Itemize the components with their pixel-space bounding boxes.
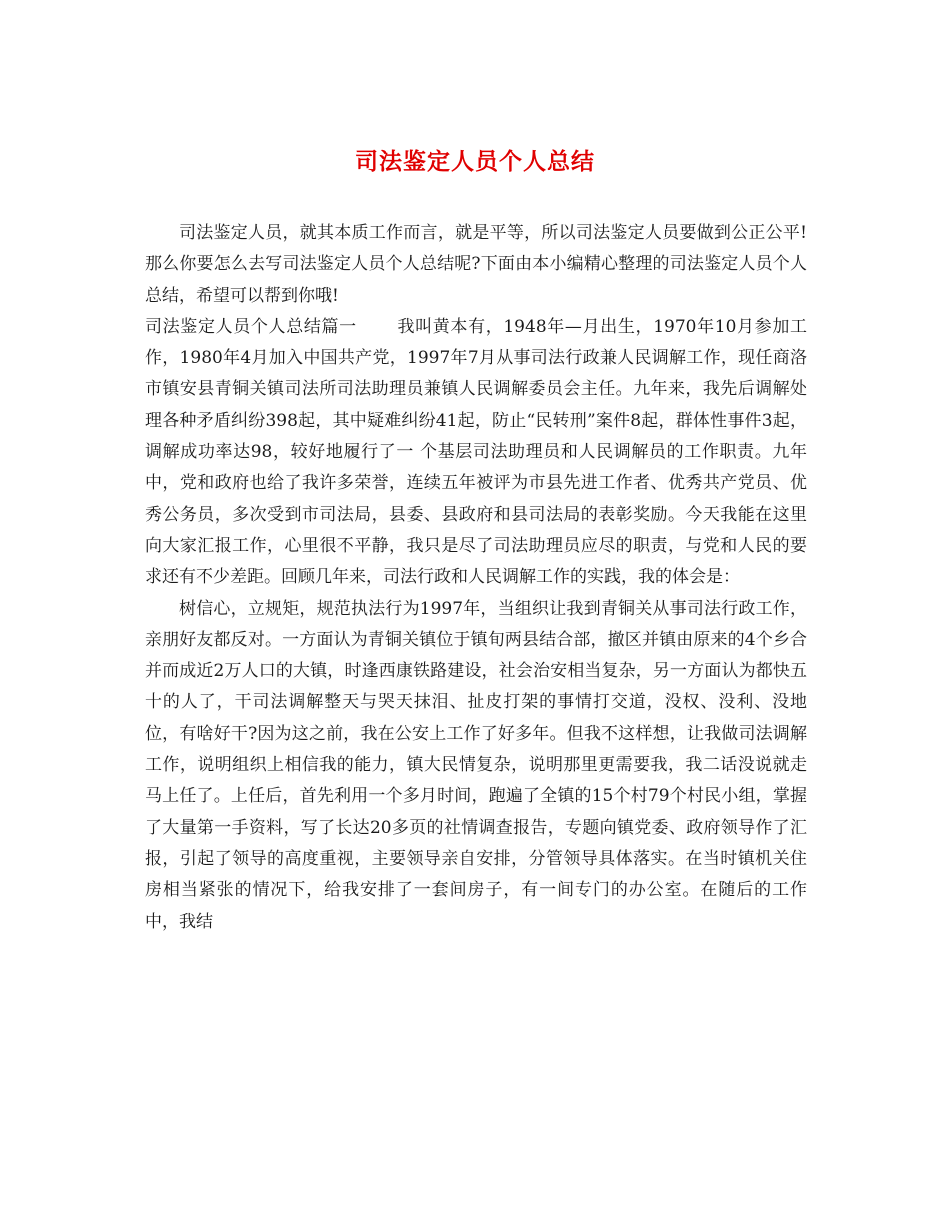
second-paragraph: 树信心，立规矩，规范执法行为1997年，当组织让我到青铜关从事司法行政工作，亲朋好友都反对。一方面认为青铜关镇位于镇旬两县结合部，撤区并镇由原来的4个乡合并而成近2万人口的大镇，时逢西康铁路建设，社会治安相当复杂，另一方面认为都快五十的人了，干司法调解整天与哭天抹泪、扯皮打架的事情打交道，没权、没利、没地位，有啥好干?因为这之前，我在公安上工作了好多年。但我不这样想，让我做司法调解工作，说明组织上相信我的能力，镇大民情复杂，说明那里更需要我，我二话没说就走马上任了。上任后，首先利用一个多月时间，跑遍了全镇的15个村79个村民小组，掌握了大量第一手资料，写了长达20多页的社情调查报告，专题向镇党委、政府领导作了汇报，引起了领导的高度重视，主要领导亲自安排，分管领导具体落实。在当时镇机关住房相当紧张的情况下，给我安排了一套间房子，有一间专门的办公室。在随后的工作中，我结 [145, 598, 807, 932]
section-first-paragraph-text: 我叫黄本有，1948年—月出生，1970年10月参加工作，1980年4月加入中国共产党，1997年7月从事司法行政兼人民调解工作，现任商洛市镇安县青铜关镇司法所司法助理员兼镇人民调解委员会主任。九年来，我先后调解处理各种矛盾纠纷398起，其中疑难纠纷41起，防止“民转刑”案件8起，群体性事件3起，调解成功率达98，较好地履行了一 个基层司法助理员和人民调解员的工作职责。九年中，党和政府也给了我许多荣誉，连续五年被评为市县先进工作者、优秀共产党员、优秀公务员，多次受到市司法局，县委、县政府和县司法局的表彰奖励。今天我能在这里向大家汇报工作，心里很不平静，我只是尽了司法助理员应尽的职责，与党和人民的要求还有不少差距。回顾几年来，司法行政和人民调解工作的实践，我的体会是： [145, 316, 807, 588]
section-one-paragraph [145, 312, 807, 594]
page-title: 司法鉴定人员个人总结 [355, 148, 595, 175]
intro-paragraph: 司法鉴定人员，就其本质工作而言，就是平等，所以司法鉴定人员要做到公正公平!那么你要怎么去写司法鉴定人员个人总结呢?下面由本小编精心整理的司法鉴定人员个人总结，希望可以帮到你哦! [145, 223, 807, 306]
section-heading: 司法鉴定人员个人总结篇一 [145, 316, 357, 337]
document-body [145, 218, 807, 938]
